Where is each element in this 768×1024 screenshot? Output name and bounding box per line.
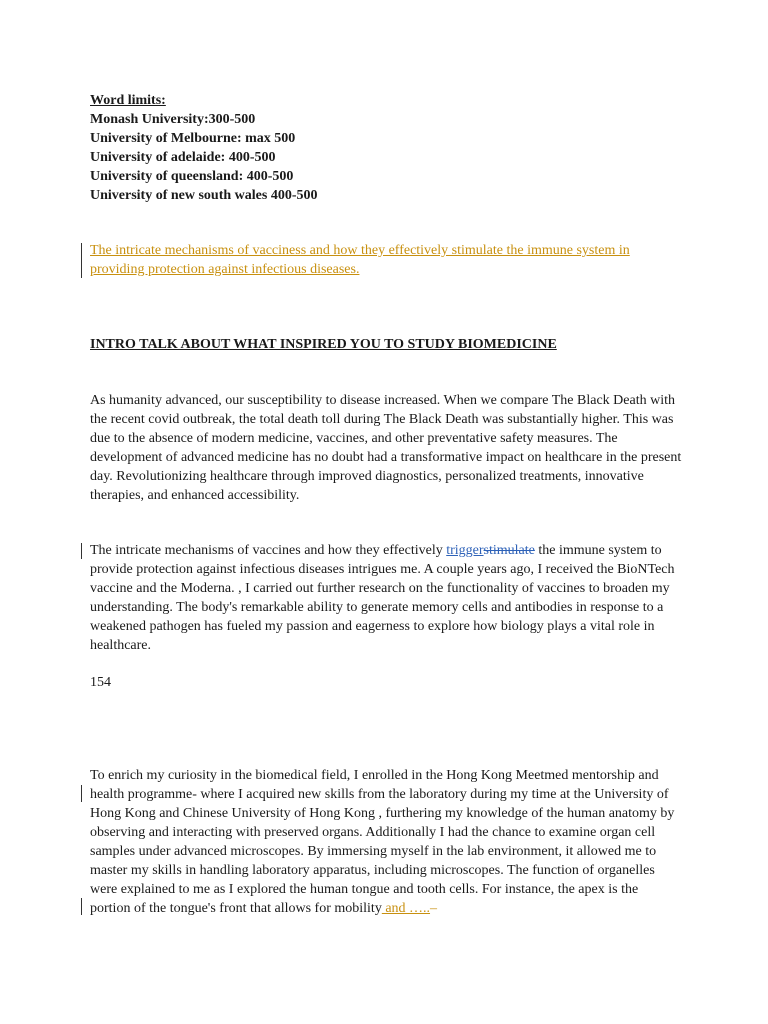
word-limits-heading: Word limits: xyxy=(90,93,166,108)
tracked-title[interactable] xyxy=(90,241,682,279)
paragraph-text: The intricate mechanisms of vaccines and how they effectively xyxy=(90,543,447,558)
change-bar xyxy=(81,785,82,802)
paragraph-intro: As humanity advanced, our susceptibility to disease increased. When we compare The Black Death with the recent covid outbreak, the total death toll during The Black Death was substantially higher. This was due to the absence of modern medicine, vaccines, and other preventative safety measures. The development of advanced medicine has no doubt had a transformative impact on healthcare in the present day. Revolutionizing healthcare through improved diagnostics, personalized treatments, innovative therapies, and enhanced accessibility. xyxy=(90,393,682,503)
word-limit-item: University of new south wales 400-500 xyxy=(90,188,318,203)
tracked-title-line: The intricate mechanisms of vacciness and how they effectively stimulate the immune system in xyxy=(90,243,630,258)
section-heading-text: INTRO TALK ABOUT WHAT INSPIRED YOU TO STUDY BIOMEDICINE xyxy=(90,337,557,352)
change-bar xyxy=(81,243,82,278)
word-limit-item: University of adelaide: 400-500 xyxy=(90,150,276,165)
word-limit-item: University of queensland: 400-500 xyxy=(90,169,294,184)
word-limit-item: Monash University:300-500 xyxy=(90,112,256,127)
deleted-word[interactable]: stimulate xyxy=(483,543,535,558)
tracked-insertion[interactable]: and ….. xyxy=(381,901,431,916)
word-limit-item: University of Melbourne: max 500 xyxy=(90,131,296,146)
paragraph-vaccines xyxy=(90,541,682,655)
word-limits-block xyxy=(90,91,682,205)
tracked-mark: – xyxy=(430,901,438,916)
tracked-title-line: providing protection against infectious diseases. xyxy=(90,262,360,277)
section-heading xyxy=(90,335,682,354)
change-bar xyxy=(81,898,82,915)
change-bar xyxy=(81,543,82,559)
word-count: 154 xyxy=(90,675,111,690)
paragraph-text: To enrich my curiosity in the biomedical field, I enrolled in the Hong Kong Meetmed mentorship and health programme- where I acquired new skills from the laboratory during my time at the University of Hong Kong and Chinese University of Hong Kong , furthering my knowledge of the human anatomy by observing and interacting with preserved organs. Additionally I had the chance to examine organ cell samples under advanced microscopes. By immersing myself in the lab environment, it allowed me to master my skills in handling laboratory apparatus, including microscopes. The function of organelles were explained to me as I explored the human tongue and tooth cells. For instance, the apex is the portion of the tongue's front that allows for mobility xyxy=(90,768,675,916)
paragraph-mentorship xyxy=(90,766,682,918)
inserted-word[interactable]: trigger xyxy=(446,543,484,558)
paragraph-text: the immune system to provide protection against infectious diseases intrigues me. A couple years ago, I received the BioNTech vaccine and the Moderna. , I carried out further research on the functionality of vaccines to broaden my understanding. The body's remarkable ability to generate memory cells and antibodies in response to a weakened pathogen has fueled my passion and eagerness to explore how biology plays a vital role in healthcare. xyxy=(90,543,675,653)
